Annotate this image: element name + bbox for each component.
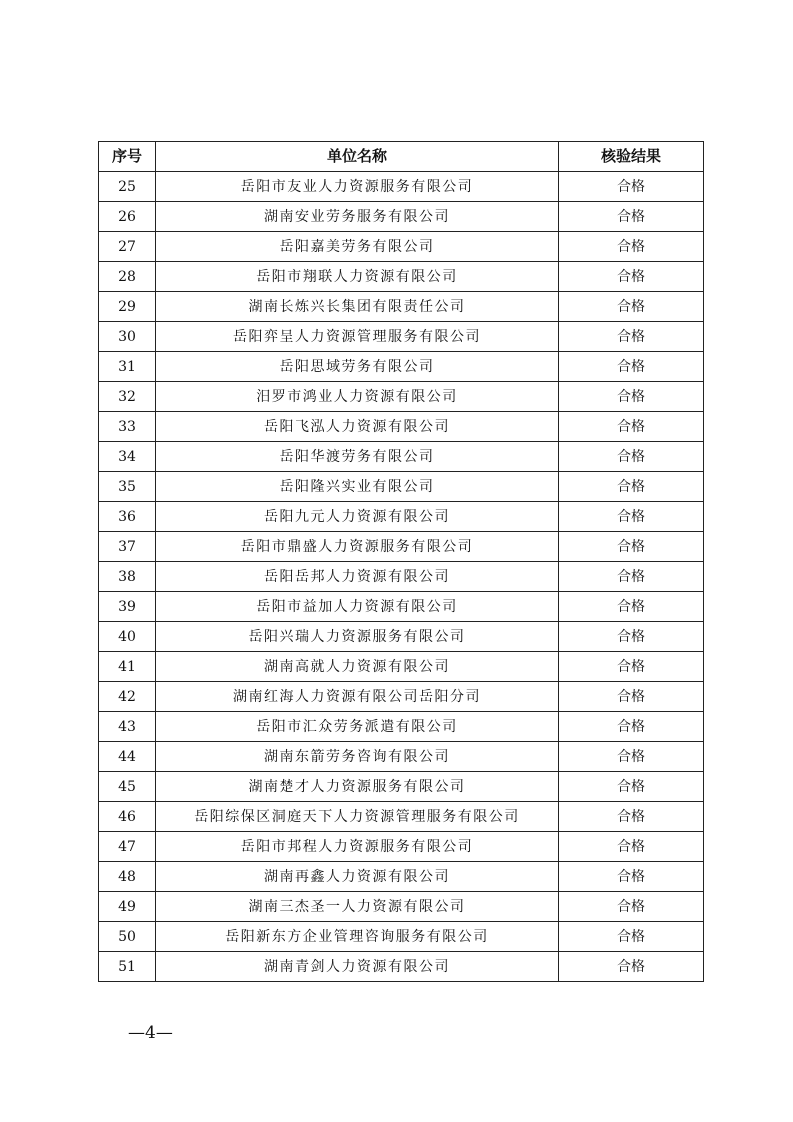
- table-header-row: [99, 142, 704, 172]
- row-unit-name-cell: 岳阳兴瑞人力资源服务有限公司: [156, 622, 559, 652]
- row-result-cell: 合格: [559, 892, 704, 922]
- row-index-cell: 42: [99, 682, 156, 712]
- row-index-cell: 43: [99, 712, 156, 742]
- row-index-cell: 27: [99, 232, 156, 262]
- row-result-cell: 合格: [559, 742, 704, 772]
- table-row: [99, 262, 704, 292]
- row-index-cell: 40: [99, 622, 156, 652]
- row-unit-name-cell: 湖南楚才人力资源服务有限公司: [156, 772, 559, 802]
- table-row: [99, 322, 704, 352]
- table-row: [99, 352, 704, 382]
- row-index-cell: 48: [99, 862, 156, 892]
- row-unit-name-cell: 岳阳嘉美劳务有限公司: [156, 232, 559, 262]
- row-result-cell: 合格: [559, 292, 704, 322]
- row-result-cell: 合格: [559, 322, 704, 352]
- row-index-cell: 25: [99, 172, 156, 202]
- row-index-cell: 35: [99, 472, 156, 502]
- table-row: [99, 232, 704, 262]
- row-unit-name-cell: 湖南东箭劳务咨询有限公司: [156, 742, 559, 772]
- row-unit-name-cell: 湖南红海人力资源有限公司岳阳分司: [156, 682, 559, 712]
- row-index-cell: 38: [99, 562, 156, 592]
- row-unit-name-cell: 岳阳市鼎盛人力资源服务有限公司: [156, 532, 559, 562]
- row-unit-name-cell: 岳阳飞泓人力资源有限公司: [156, 412, 559, 442]
- row-result-cell: 合格: [559, 622, 704, 652]
- table-row: [99, 712, 704, 742]
- row-result-cell: 合格: [559, 712, 704, 742]
- row-unit-name-cell: 岳阳新东方企业管理咨询服务有限公司: [156, 922, 559, 952]
- row-result-cell: 合格: [559, 952, 704, 982]
- table-row: [99, 802, 704, 832]
- row-result-cell: 合格: [559, 802, 704, 832]
- row-index-cell: 28: [99, 262, 156, 292]
- table-row: [99, 742, 704, 772]
- row-result-cell: 合格: [559, 532, 704, 562]
- table-row: [99, 502, 704, 532]
- row-result-cell: 合格: [559, 652, 704, 682]
- row-result-cell: 合格: [559, 562, 704, 592]
- row-index-cell: 47: [99, 832, 156, 862]
- row-index-cell: 30: [99, 322, 156, 352]
- table-row: [99, 862, 704, 892]
- row-unit-name-cell: 岳阳弈呈人力资源管理服务有限公司: [156, 322, 559, 352]
- table-row: [99, 592, 704, 622]
- row-result-cell: 合格: [559, 442, 704, 472]
- row-index-cell: 32: [99, 382, 156, 412]
- table-row: [99, 562, 704, 592]
- table-row: [99, 412, 704, 442]
- table-body: [99, 172, 704, 982]
- row-index-cell: 44: [99, 742, 156, 772]
- table-row: [99, 652, 704, 682]
- table-row: [99, 172, 704, 202]
- row-result-cell: 合格: [559, 772, 704, 802]
- table-row: [99, 922, 704, 952]
- row-unit-name-cell: 湖南高就人力资源有限公司: [156, 652, 559, 682]
- row-unit-name-cell: 湖南三杰圣一人力资源有限公司: [156, 892, 559, 922]
- row-unit-name-cell: 岳阳市邦程人力资源服务有限公司: [156, 832, 559, 862]
- row-index-cell: 29: [99, 292, 156, 322]
- row-result-cell: 合格: [559, 262, 704, 292]
- row-index-cell: 37: [99, 532, 156, 562]
- table-row: [99, 292, 704, 322]
- page-number: —4—: [128, 1023, 173, 1043]
- row-unit-name-cell: 岳阳岳邦人力资源有限公司: [156, 562, 559, 592]
- row-index-cell: 51: [99, 952, 156, 982]
- row-index-cell: 41: [99, 652, 156, 682]
- row-index-cell: 39: [99, 592, 156, 622]
- row-unit-name-cell: 岳阳华渡劳务有限公司: [156, 442, 559, 472]
- table-row: [99, 952, 704, 982]
- row-unit-name-cell: 岳阳思域劳务有限公司: [156, 352, 559, 382]
- row-unit-name-cell: 湖南安业劳务服务有限公司: [156, 202, 559, 232]
- row-index-cell: 31: [99, 352, 156, 382]
- row-unit-name-cell: 岳阳市汇众劳务派遣有限公司: [156, 712, 559, 742]
- header-result: 核验结果: [559, 142, 704, 172]
- row-index-cell: 36: [99, 502, 156, 532]
- row-unit-name-cell: 湖南青剑人力资源有限公司: [156, 952, 559, 982]
- row-unit-name-cell: 岳阳综保区洞庭天下人力资源管理服务有限公司: [156, 802, 559, 832]
- table-row: [99, 682, 704, 712]
- row-result-cell: 合格: [559, 922, 704, 952]
- row-result-cell: 合格: [559, 682, 704, 712]
- row-unit-name-cell: 湖南长炼兴长集团有限责任公司: [156, 292, 559, 322]
- row-result-cell: 合格: [559, 172, 704, 202]
- row-unit-name-cell: 汨罗市鸿业人力资源有限公司: [156, 382, 559, 412]
- table-row: [99, 202, 704, 232]
- row-unit-name-cell: 岳阳市翔联人力资源有限公司: [156, 262, 559, 292]
- header-index: 序号: [99, 142, 156, 172]
- row-index-cell: 26: [99, 202, 156, 232]
- row-result-cell: 合格: [559, 472, 704, 502]
- row-index-cell: 50: [99, 922, 156, 952]
- row-result-cell: 合格: [559, 502, 704, 532]
- table-row: [99, 832, 704, 862]
- header-unit-name: 单位名称: [156, 142, 559, 172]
- row-result-cell: 合格: [559, 382, 704, 412]
- row-index-cell: 34: [99, 442, 156, 472]
- row-result-cell: 合格: [559, 202, 704, 232]
- table-row: [99, 472, 704, 502]
- row-result-cell: 合格: [559, 832, 704, 862]
- table-row: [99, 382, 704, 412]
- verification-table: [98, 141, 704, 982]
- row-unit-name-cell: 岳阳市益加人力资源有限公司: [156, 592, 559, 622]
- table-row: [99, 622, 704, 652]
- row-result-cell: 合格: [559, 862, 704, 892]
- row-result-cell: 合格: [559, 352, 704, 382]
- row-result-cell: 合格: [559, 592, 704, 622]
- table-row: [99, 772, 704, 802]
- row-result-cell: 合格: [559, 232, 704, 262]
- table-row: [99, 442, 704, 472]
- row-index-cell: 49: [99, 892, 156, 922]
- table-row: [99, 892, 704, 922]
- row-unit-name-cell: 岳阳隆兴实业有限公司: [156, 472, 559, 502]
- row-unit-name-cell: 岳阳市友业人力资源服务有限公司: [156, 172, 559, 202]
- row-result-cell: 合格: [559, 412, 704, 442]
- row-unit-name-cell: 岳阳九元人力资源有限公司: [156, 502, 559, 532]
- table-row: [99, 532, 704, 562]
- row-index-cell: 33: [99, 412, 156, 442]
- row-index-cell: 45: [99, 772, 156, 802]
- row-unit-name-cell: 湖南再鑫人力资源有限公司: [156, 862, 559, 892]
- row-index-cell: 46: [99, 802, 156, 832]
